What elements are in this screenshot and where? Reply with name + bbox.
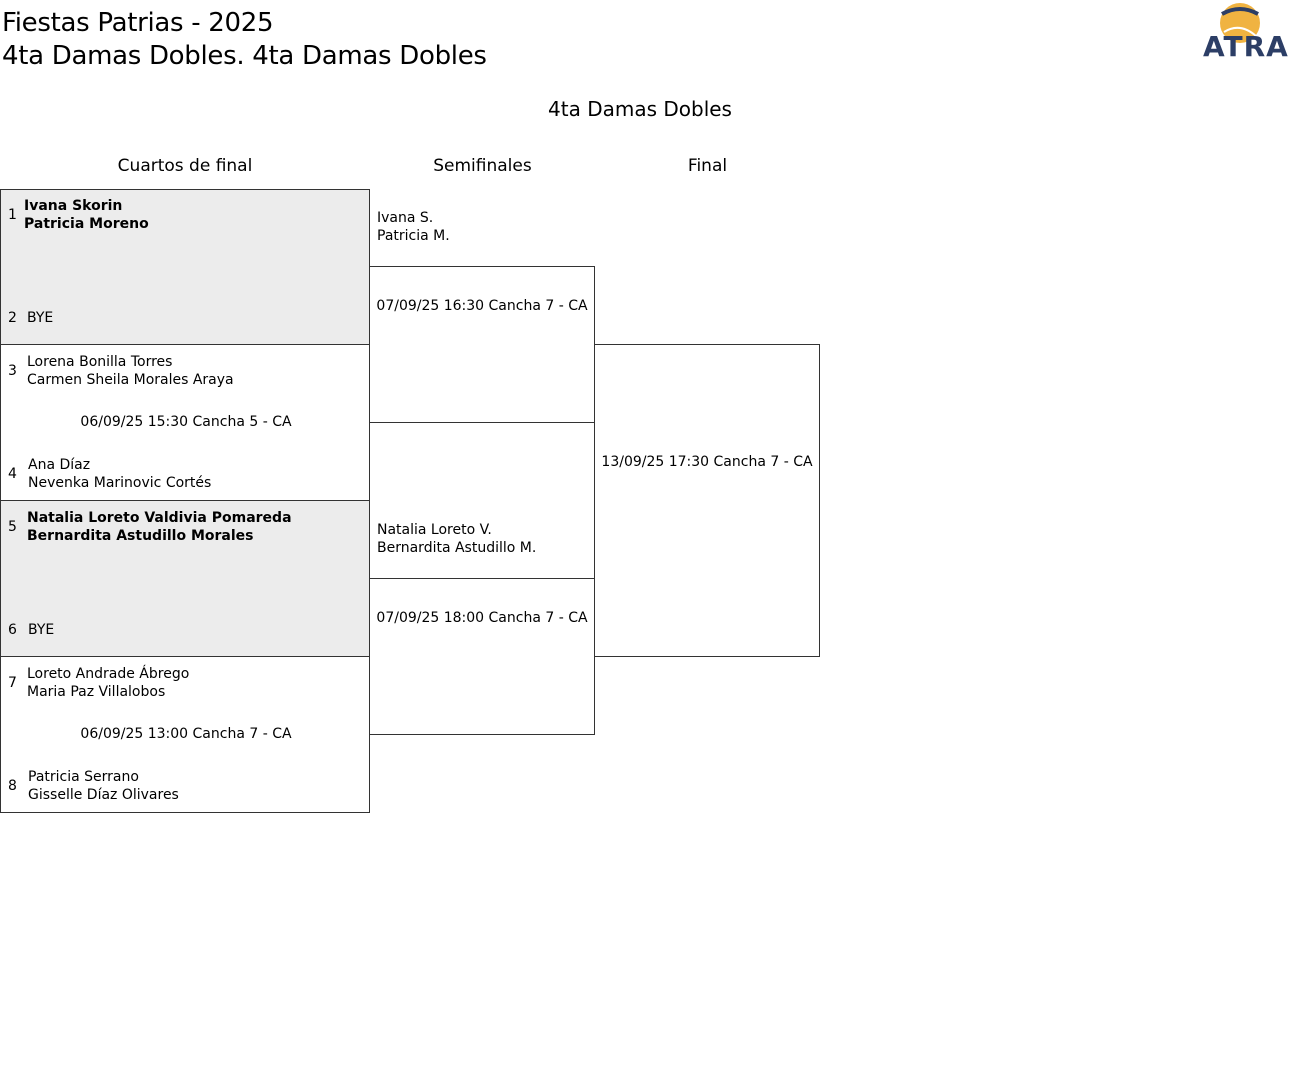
player-name: Nevenka Marinovic Cortés (28, 475, 212, 491)
match-schedule: 07/09/25 18:00 Cancha 7 - CA (376, 610, 588, 626)
seed-number: 2 (8, 310, 17, 326)
round-header-final: Final (687, 156, 728, 176)
player-name: Carmen Sheila Morales Araya (27, 372, 234, 388)
seed-number: 5 (8, 519, 17, 535)
match-box-qf2 (0, 344, 370, 501)
semifinalist-name: Ivana S. (377, 210, 434, 226)
match-box-qf4 (0, 656, 370, 813)
seed-number: 4 (8, 466, 17, 482)
match-schedule: 07/09/25 16:30 Cancha 7 - CA (376, 298, 588, 314)
seed-number: 8 (8, 778, 17, 794)
logo-wordmark: ATRA (1203, 30, 1289, 63)
round-header-semifinals: Semifinales (433, 156, 532, 176)
match-box-sf1 (369, 266, 595, 423)
draw-title: 4ta Damas Dobles (548, 97, 732, 121)
seed-number: 6 (8, 622, 17, 638)
player-name: Ana Díaz (28, 457, 91, 473)
seed-number: 7 (8, 675, 17, 691)
player-name: Bernardita Astudillo Morales (27, 528, 254, 544)
player-name: Gisselle Díaz Olivares (28, 787, 179, 803)
seed-number: 3 (8, 363, 17, 379)
match-box-final (594, 344, 820, 657)
match-schedule: 13/09/25 17:30 Cancha 7 - CA (601, 454, 813, 470)
tournament-title: Fiestas Patrias - 2025 (2, 8, 274, 38)
atra-logo (1200, 0, 1289, 84)
semifinalist-name: Patricia M. (377, 228, 450, 244)
seed-number: 1 (8, 207, 17, 223)
match-box-qf3 (0, 500, 370, 657)
round-header-quarterfinals: Cuartos de final (117, 156, 253, 176)
event-subtitle: 4ta Damas Dobles. 4ta Damas Dobles (2, 41, 487, 71)
player-name: Ivana Skorin (24, 198, 123, 214)
player-name: Lorena Bonilla Torres (27, 354, 173, 370)
semifinalist-name: Bernardita Astudillo M. (377, 540, 537, 556)
player-name: Maria Paz Villalobos (27, 684, 166, 700)
match-box-qf1 (0, 189, 370, 345)
player-name: Patricia Moreno (24, 216, 149, 232)
bye-label: BYE (27, 310, 54, 326)
match-schedule: 06/09/25 15:30 Cancha 5 - CA (80, 414, 292, 430)
match-box-sf2 (369, 578, 595, 735)
player-name: Loreto Andrade Ábrego (27, 666, 190, 682)
match-schedule: 06/09/25 13:00 Cancha 7 - CA (80, 726, 292, 742)
bye-label: BYE (28, 622, 55, 638)
player-name: Patricia Serrano (28, 769, 139, 785)
semifinalist-name: Natalia Loreto V. (377, 522, 492, 538)
player-name: Natalia Loreto Valdivia Pomareda (27, 510, 292, 526)
